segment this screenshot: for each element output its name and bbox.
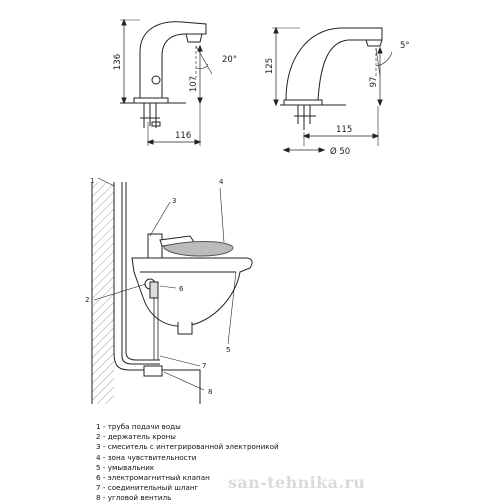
legend-item: 4 - зона чувствительности xyxy=(96,452,197,462)
solenoid-valve xyxy=(150,282,158,298)
faucet-outlet-a xyxy=(186,34,202,42)
callout-8: 8 xyxy=(208,388,213,396)
faucet-base-a xyxy=(134,98,168,103)
wall-hatching xyxy=(92,182,114,404)
dim-height-b: 125 xyxy=(265,57,275,75)
site-watermark: san-tehnika.ru xyxy=(228,473,366,492)
dim-diameter-b: Ø 50 xyxy=(330,147,351,157)
dim-sensor-height-a: 107 xyxy=(189,75,199,93)
callout-3: 3 xyxy=(172,197,177,205)
callout-1: 1 xyxy=(90,177,95,185)
dim-reach-b: 115 xyxy=(336,125,353,135)
dim-reach-a: 116 xyxy=(175,131,192,141)
legend-item: 5 - умывальник xyxy=(96,462,155,472)
sensitivity-zone xyxy=(164,242,233,257)
faucet-side-view-b xyxy=(272,28,392,152)
legend-item: 1 - труба подачи воды xyxy=(96,422,181,431)
legend-item: 7 - соединительный шланг xyxy=(96,483,199,493)
dim-angle-a: 20° xyxy=(222,55,238,65)
legend-item: 2 - держатель кроны xyxy=(96,432,176,442)
legend-item: 8 - угловой вентиль xyxy=(96,493,172,503)
callout-6: 6 xyxy=(179,285,184,293)
legend-item: 6 - электромагнитный клапан xyxy=(96,473,210,483)
installation-diagram xyxy=(92,178,252,404)
callout-4: 4 xyxy=(219,178,224,186)
callout-2: 2 xyxy=(85,296,90,304)
faucet-outlet-b xyxy=(366,40,382,46)
legend-item: 3 - смеситель с интегрированной электроникой xyxy=(96,442,279,452)
mixer-body xyxy=(148,234,162,258)
dim-height-a: 136 xyxy=(113,53,123,71)
angle-valve xyxy=(144,366,162,376)
callout-5: 5 xyxy=(226,346,231,354)
faucet-body-b xyxy=(286,28,382,100)
dim-sensor-height-b: 97 xyxy=(369,76,379,88)
dim-angle-b: 5° xyxy=(400,41,410,51)
drain-trap xyxy=(178,322,192,334)
callout-7: 7 xyxy=(202,362,207,370)
faucet-base-b xyxy=(284,100,322,105)
